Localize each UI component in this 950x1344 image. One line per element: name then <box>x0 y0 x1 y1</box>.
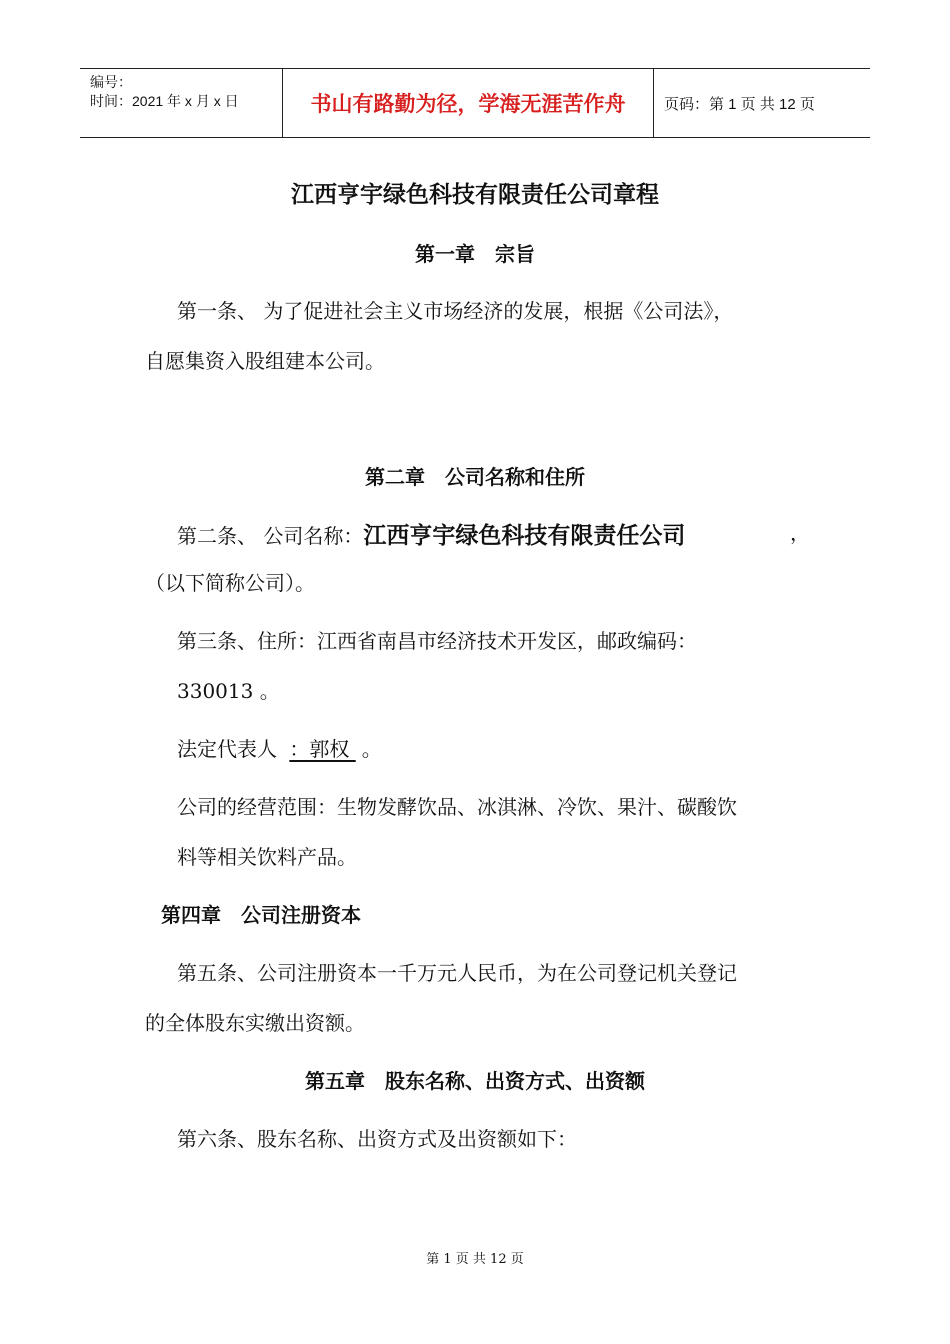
article-2-line-2: （以下简称公司）。 <box>145 571 315 595</box>
article-1-line-2: 自愿集资入股组建本公司。 <box>145 349 385 373</box>
legal-rep-end: 。 <box>361 737 382 761</box>
article-5-line-2: 的全体股东实缴出资额。 <box>145 1011 365 1035</box>
article-2-line-1 <box>177 517 685 550</box>
chapter-5-heading: 第五章 股东名称、出资方式、出资额 <box>305 1069 645 1093</box>
header-table <box>80 68 870 138</box>
chapter-1-heading: 第一章 宗旨 <box>415 242 535 266</box>
article-2-prefix: 第二条、 公司名称： <box>177 524 364 548</box>
document-title: 江西亨宇绿色科技有限责任公司章程 <box>291 181 659 208</box>
business-scope-line-2: 料等相关饮料产品。 <box>177 845 357 869</box>
article-2-comma: ， <box>790 521 810 545</box>
header-page-info: 页码：第 1 页 共 12 页 <box>664 95 815 113</box>
legal-representative-line <box>177 733 382 762</box>
header-motto: 书山有路勤为径，学海无涯苦作舟 <box>282 69 654 137</box>
page-footer: 第 1 页 共 12 页 <box>426 1252 524 1267</box>
article-1-line-1: 第一条、 为了促进社会主义市场经济的发展，根据《公司法》， <box>177 299 734 323</box>
chapter-2-heading: 第二章 公司名称和住所 <box>365 465 585 489</box>
article-6-line-1: 第六条、股东名称、出资方式及出资额如下： <box>177 1127 577 1151</box>
legal-rep-label: 法定代表人 <box>177 737 277 761</box>
date-label: 时间：2021 年 x 月 x 日 <box>90 93 239 109</box>
chapter-4-heading: 第四章 公司注册资本 <box>161 903 361 927</box>
business-scope-line-1: 公司的经营范围：生物发酵饮品、冰淇淋、冷饮、果汁、碳酸饮 <box>177 795 737 819</box>
legal-rep-value: ：郭权 <box>289 737 356 761</box>
article-5-line-1: 第五条、公司注册资本一千万元人民币，为在公司登记机关登记 <box>177 961 737 985</box>
article-3-line-2: 330013 。 <box>177 679 280 703</box>
article-3-line-1: 第三条、住所：江西省南昌市经济技术开发区，邮政编码： <box>177 629 697 653</box>
number-label: 编号： <box>90 74 132 90</box>
company-name: 江西亨宇绿色科技有限责任公司 <box>363 522 686 549</box>
header-meta <box>80 69 282 137</box>
